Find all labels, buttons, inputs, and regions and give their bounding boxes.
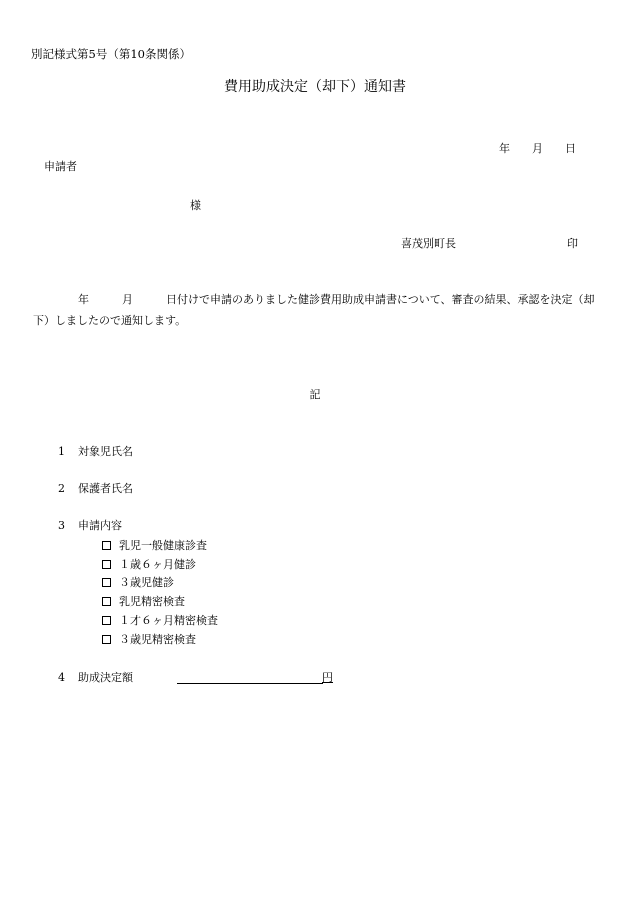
item-4-number: 4 (58, 671, 65, 684)
option-label: ３歳児健診 (119, 576, 174, 589)
form-number: 別記様式第5号（第10条関係） (31, 47, 191, 61)
applicant-label: 申請者 (44, 160, 77, 173)
amount-underline (177, 683, 323, 684)
option-label: 乳児精密検査 (119, 595, 185, 608)
item-2-number: 2 (58, 482, 65, 495)
checkbox-icon[interactable] (102, 635, 111, 644)
option-infant-detailed-exam[interactable] (102, 596, 185, 607)
option-label: １歳６ヶ月健診 (119, 558, 196, 571)
amount-unit-yen: 円 (322, 671, 333, 684)
item-1-number: 1 (58, 445, 65, 458)
body-text-1: 日付けで申請のありました健診費用助成申請書について、審査の結果、承認を決定（却 (166, 293, 595, 306)
item-4-label: 助成決定額 (78, 671, 133, 684)
option-label: １才６ヶ月精密検査 (119, 614, 218, 627)
option-3-year-checkup[interactable] (102, 577, 174, 588)
body-line-2: 下）しましたので通知します。 (33, 314, 187, 327)
ki-heading: 記 (309, 388, 321, 401)
checkbox-icon[interactable] (102, 597, 111, 606)
date-day-label: 日 (565, 142, 576, 155)
date-year-label: 年 (499, 142, 510, 155)
item-1-label: 対象児氏名 (78, 445, 133, 458)
body-month: 月 (122, 293, 133, 306)
option-3-year-detailed-exam[interactable] (102, 634, 196, 645)
option-18-month-detailed-exam[interactable] (102, 615, 218, 626)
option-label: 乳児一般健康診査 (119, 539, 207, 552)
item-3-label: 申請内容 (78, 519, 122, 532)
option-18-month-checkup[interactable] (102, 559, 196, 570)
date-month-label: 月 (532, 142, 543, 155)
body-year: 年 (78, 293, 89, 306)
honorific-sama: 様 (190, 199, 201, 212)
checkbox-icon[interactable] (102, 578, 111, 587)
checkbox-icon[interactable] (102, 616, 111, 625)
issuer-name: 喜茂別町長 (401, 237, 456, 250)
item-3-number: 3 (58, 519, 65, 532)
document-title: 費用助成決定（却下）通知書 (224, 79, 406, 95)
item-2-label: 保護者氏名 (78, 482, 133, 495)
seal-mark: 印 (567, 237, 578, 250)
checkbox-icon[interactable] (102, 541, 111, 550)
option-infant-general-checkup[interactable] (102, 540, 207, 551)
checkbox-icon[interactable] (102, 560, 111, 569)
option-label: ３歳児精密検査 (119, 633, 196, 646)
